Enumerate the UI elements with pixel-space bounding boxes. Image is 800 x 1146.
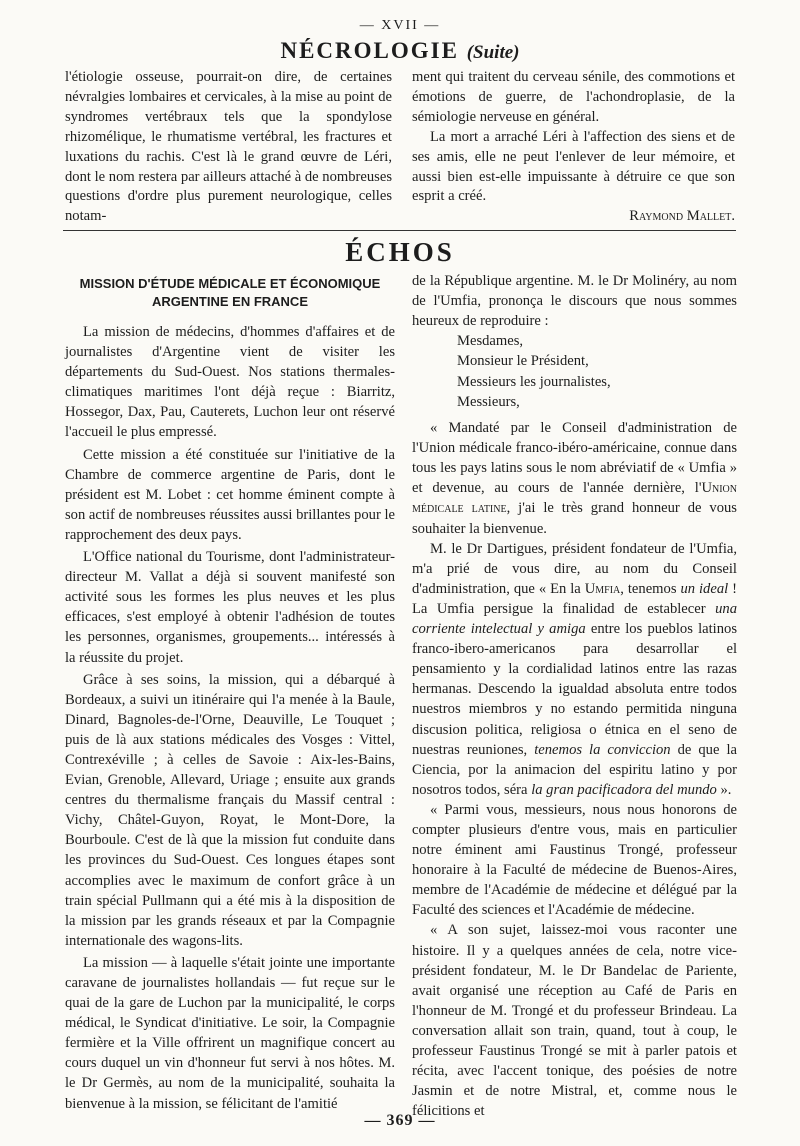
speech-paragraph: « Parmi vous, messieurs, nous nous honorons de compter plusieurs d'entre vous, mais en particulier notre éminent ami Faustinus Trongé, professeur honoraire à la Faculté de médecine de Buenos-Aires, membre de l'Académie de médecine et délégué par la Faculté des sciences et l'Académie de médecine.	[412, 801, 737, 919]
necrologie-right-paragraph: ment qui traitent du cerveau sénile, des commotions et émotions de guerre, de l'achondroplasie, de la sémiologie nerveuse en général.	[412, 69, 735, 125]
salutation-line: Messieurs les journalistes,	[457, 373, 611, 390]
speech-paragraph: M. le Dr Dartigues, président fondateur de l'Umfia, m'a prié de vous dire, au nom du Conseil d'administration, que « En la Umfia, tenemos un ideal ! La Umfia persigue la finalidad de establecer una corriente intelectual y amiga entre los pueblos latinos franco-ibero-americanos para desarrollar el pensamiento y la cordialidad latinos entre las razas hermanas. Descendo la igualdad absoluta entre todos nuestros miembros y no estando permitida ninguna discusion politica, religiosa o étnica en el seno de nuestras reuniones, tenemos la conviccion de que la Ciencia, por la animacion del espiritu latino y por nosotros todos, séra la gran pacificadora del mundo ».	[412, 540, 737, 798]
speech-paragraph: « A son sujet, laissez-moi vous raconter une histoire. Il y a quelques années de cela, notre vice-président fondateur, M. le Dr Bandelac de Pariente, avait organisé une réception au Café de Paris en l'honneur de M. Trongé et du professeur Brindeau. La conversation allait son train, quand, tout à coup, le professeur Faustinus Trongé se mit à parler patois et récita, avec l'accent tonique, des poésies de notre Jasmin et de notre Mistral, et, comme nous le félicitions et	[412, 922, 737, 1120]
salutation-line: Monsieur le Président,	[457, 353, 589, 370]
necrologie-title-suffix: (Suite)	[466, 42, 520, 63]
necrologie-right-paragraph: La mort a arraché Léri à l'affection des siens et de ses amis, elle ne peut l'enlever de leur mémoire, et aussi bien est-elle impuissante à détruire ce que son esprit a créé.	[412, 128, 735, 205]
necrologie-title-text: NÉCROLOGIE	[280, 38, 459, 63]
section-divider	[63, 230, 736, 231]
echos-left-column	[65, 322, 395, 1116]
echos-title: ÉCHOS	[345, 237, 455, 267]
speech-paragraph: « Mandaté par le Conseil d'administration de l'Union médicale franco-ibéro-américaine, connue dans tous les pays latins sous le nom abréviatif de « Umfia » et devenue, au cours de l'année dernière, l'Union médicale latine, j'ai le très grand honneur de vous souhaiter la bienvenue.	[412, 420, 737, 537]
speech-salutation	[412, 331, 737, 412]
mission-heading: MISSION D'ÉTUDE MÉDICALE ET ÉCONOMIQUE ARGENTINE EN FRANCE	[79, 276, 381, 309]
salutation-line: Messieurs,	[457, 393, 520, 410]
necrologie-left-text: l'étiologie osseuse, pourrait-on dire, de certaines névralgies lombaires et cervicales, à la mise au point de syndromes vertébraux tels que la spondylose rhizomélique, le rhumatisme vertébral, les fractures et luxations du rachis. C'est là le grand œuvre de Léri, dont le nom restera par ailleurs attaché à de nombreuses questions d'ordre plus purement neurologique, celles notam-	[65, 69, 393, 225]
echos-paragraph: L'Office national du Tourisme, dont l'administrateur-directeur M. Vallat a déjà si souvent manifesté son activité sous les formes les plus neuves et les plus efficaces, s'est employé à obtenir l'adhésion de toutes les personnes, organismes, groupements... intéressés à la réussite du projet.	[65, 549, 395, 666]
echos-paragraph: La mission de médecins, d'hommes d'affaires et de journalistes d'Argentine vient de visiter les départements du Sud-Ouest. Nos stations thermales-climatiques maritimes l'ont déjà reçue : Biarritz, Hossegor, Dax, Pau, Cauterets, Luchon leur ont réservé l'accueil le plus empressé.	[65, 324, 395, 441]
necrologie-title	[0, 38, 800, 64]
salutation-line: Mesdames,	[457, 333, 524, 350]
echos-intro: de la République argentine. M. le Dr Molinéry, au nom de l'Umfia, prononça le discours que nous sommes heureux de reproduire :	[412, 273, 737, 330]
necrologie-right-column	[412, 68, 735, 227]
necrologie-left-column	[65, 68, 392, 227]
necrologie-signature: Raymond Mallet.	[629, 208, 735, 225]
echos-paragraph: Cette mission a été constituée sur l'initiative de la Chambre de commerce argentine de Paris, dont le président est M. Lobet : cet homme éminent compte à son actif de nombreuses réussites aussi brillantes pour le rapprochement des deux pays.	[65, 446, 395, 543]
echos-paragraph: La mission — à laquelle s'était jointe une importante caravane de journalistes hollandais — fut reçue sur le quai de la gare de Luchon par la municipalité, le corps médical, le Syndicat d'initiative. Le soir, la Compagnie fermière et la Ville offrirent un magnifique concert au cours duquel un vin d'honneur fut servi à nos hôtes. M. le Dr Germès, au nom de la municipalité, souhaita la bienvenue à la mission, se félicitant de l'amitié	[65, 954, 395, 1112]
echos-right-column	[412, 271, 737, 1121]
echos-paragraph: Grâce à ses soins, la mission, qui a débarqué à Bordeaux, a suivi un itinéraire qui l'a menée à la Baule, Dinard, Bagnoles-de-l'Orne, Deauville, Le Touquet ; puis de là aux stations médicales des Vosges : Vittel, Contrexéville ; à celles de Savoie : Aix-les-Bains, Evian, Grenoble, Allevard, Uriage ; ensuite aux grands centres du thermalisme français du Massif central : Vichy, Châtel-Guyon, Royat, le Mont-Dore, la Bourboule. C'est de là que la mission fut conduite dans les provinces du Sud-Ouest. Ces longues étapes sont accomplies avec le maximum de confort grâce à un train spécial Pullmann qui a été mis à la disposition de la mission par les grands réseaux et par la Compagnie internationale des wagons-lits.	[65, 671, 395, 949]
running-head: — XVII —	[359, 18, 441, 33]
page-number: — 369 —	[364, 1112, 436, 1129]
